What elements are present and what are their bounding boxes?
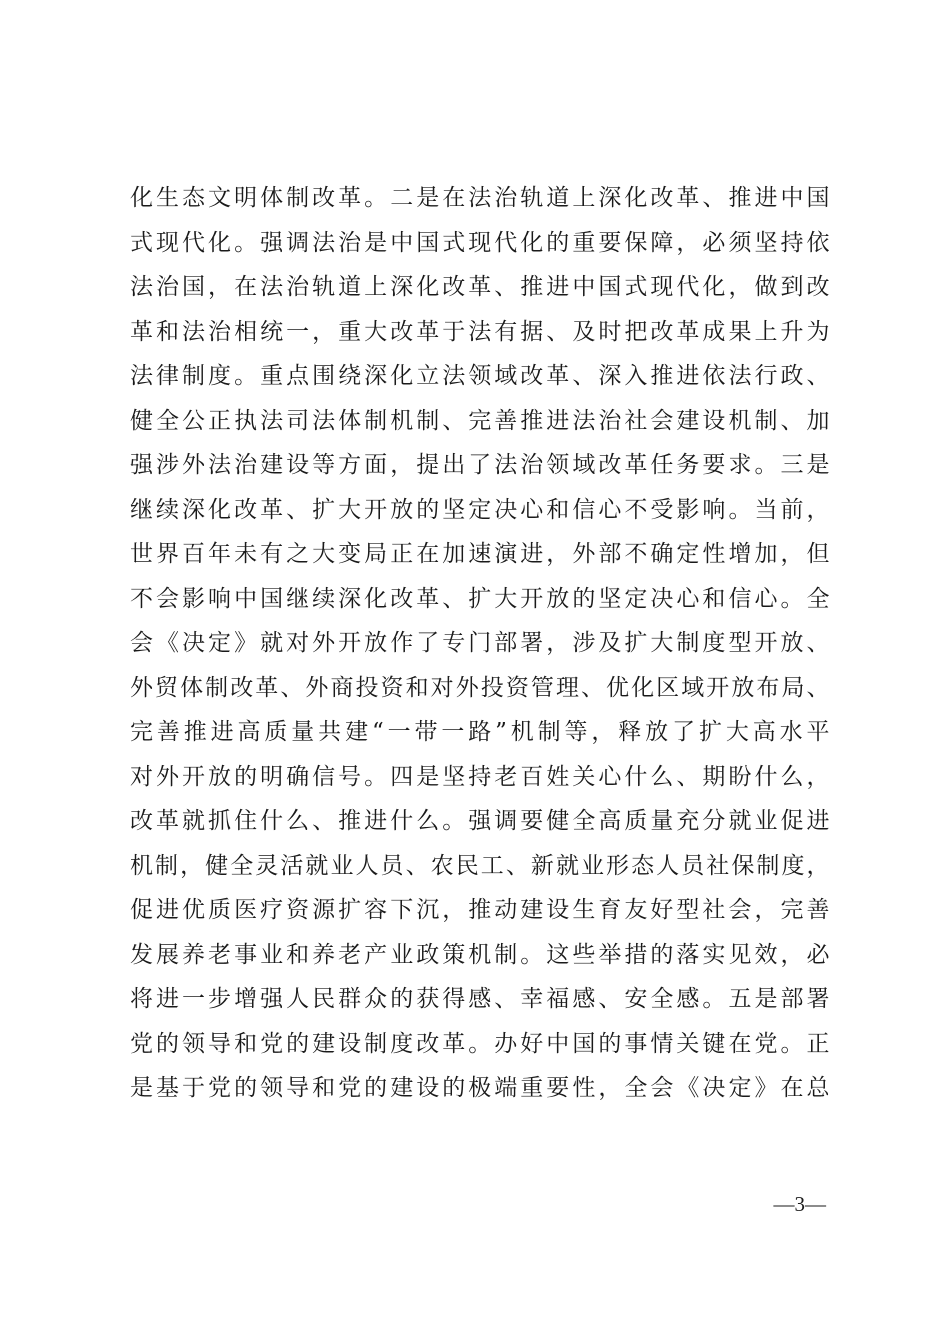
text-line: 革和法治相统一，重大改革于法有据、及时把改革成果上升为 [130, 318, 830, 345]
page-number: —3— [773, 1192, 826, 1216]
text-line: 是基于党的领导和党的建设的极端重要性，全会《决定》在总 [130, 1075, 830, 1101]
text-line: 不会影响中国继续深化改革、扩大开放的坚定决心和信心。全 [130, 585, 830, 612]
text-line: 化生态文明体制改革。二是在法治轨道上深化改革、推进中国 [130, 185, 830, 211]
text-line: 继续深化改革、扩大开放的坚定决心和信心不受影响。当前， [130, 496, 830, 523]
body-text [130, 176, 830, 1111]
text-line: 法律制度。重点围绕深化立法领域改革、深入推进依法行政、 [130, 363, 830, 389]
text-line: 促进优质医疗资源扩容下沉，推动建设生育友好型社会，完善 [130, 897, 830, 923]
text-line: 机制，健全灵活就业人员、农民工、新就业形态人员社保制度， [130, 852, 830, 879]
text-line: 改革就抓住什么、推进什么。强调要健全高质量充分就业促进 [130, 808, 830, 834]
text-line: 法治国，在法治轨道上深化改革、推进中国式现代化，做到改 [130, 274, 830, 300]
text-line: 世界百年未有之大变局正在加速演进，外部不确定性增加，但 [130, 541, 830, 567]
text-line: 式现代化。强调法治是中国式现代化的重要保障，必须坚持依 [130, 229, 830, 256]
text-line: 强涉外法治建设等方面，提出了法治领域改革任务要求。三是 [130, 452, 830, 478]
text-line: 党的领导和党的建设制度改革。办好中国的事情关键在党。正 [130, 1030, 830, 1057]
text-line: 会《决定》就对外开放作了专门部署，涉及扩大制度型开放、 [130, 630, 830, 656]
text-line: 发展养老事业和养老产业政策机制。这些举措的落实见效，必 [130, 941, 830, 968]
text-line: 健全公正执法司法体制机制、完善推进法治社会建设机制、加 [130, 407, 830, 434]
text-line: 完善推进高质量共建“一带一路”机制等，释放了扩大高水平 [130, 719, 830, 745]
text-line: 外贸体制改革、外商投资和对外投资管理、优化区域开放布局、 [130, 674, 830, 701]
text-line: 将进一步增强人民群众的获得感、幸福感、安全感。五是部署 [130, 986, 830, 1012]
text-line: 对外开放的明确信号。四是坚持老百姓关心什么、期盼什么， [130, 763, 830, 790]
